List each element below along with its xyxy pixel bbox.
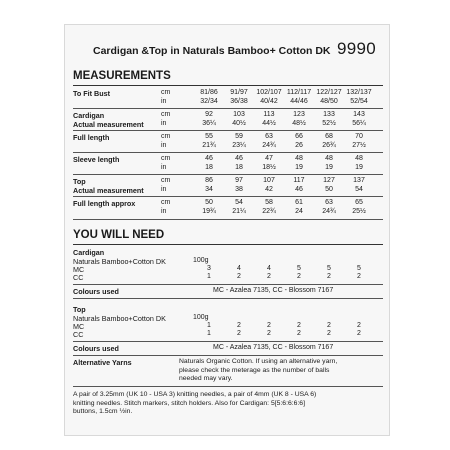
cell: 58 xyxy=(265,199,273,206)
cell: 42 xyxy=(265,186,273,193)
row-divider xyxy=(73,355,383,356)
cell: 48½ xyxy=(292,120,306,127)
cardigan-label: Cardigan xyxy=(73,111,105,120)
cell: 2 xyxy=(267,322,271,329)
cell: 2 xyxy=(357,322,361,329)
cell: 2 xyxy=(267,330,271,337)
cell: 26 xyxy=(295,142,303,149)
cell: 48 xyxy=(355,155,363,162)
cell: 143 xyxy=(353,111,365,118)
top-yarn-weight: 100g xyxy=(193,314,209,321)
row-divider xyxy=(73,152,383,153)
cell: 2 xyxy=(297,273,301,280)
row-divider xyxy=(73,174,383,175)
cell: 132/137 xyxy=(346,89,372,96)
needles-line: A pair of 3.25mm (UK 10 - USA 3) knitting needles, a pair of 4mm (UK 8 - USA 6) xyxy=(73,391,317,398)
cell: 24¾ xyxy=(322,208,336,215)
cell: 24¾ xyxy=(262,142,276,149)
cell: 3 xyxy=(207,265,211,272)
cell: 52½ xyxy=(322,120,336,127)
cell: 2 xyxy=(357,273,361,280)
cell: 2 xyxy=(327,273,331,280)
cell: 123 xyxy=(293,111,305,118)
cell: 61 xyxy=(295,199,303,206)
cell: 19¾ xyxy=(202,208,216,215)
cell: 26¾ xyxy=(322,142,336,149)
cell: 2 xyxy=(297,330,301,337)
cell: 2 xyxy=(297,322,301,329)
cell: 38 xyxy=(235,186,243,193)
cell: 63 xyxy=(325,199,333,206)
cell: 48 xyxy=(325,155,333,162)
unit-in: in xyxy=(161,164,167,171)
row-divider xyxy=(73,130,383,131)
cell: 44½ xyxy=(262,120,276,127)
measurements-heading: MEASUREMENTS xyxy=(73,70,171,82)
top-yarn-heading: Top xyxy=(73,305,86,314)
unit-cm: cm xyxy=(161,199,171,206)
cell: 137 xyxy=(353,177,365,184)
cell: 54 xyxy=(355,186,363,193)
cell: 117 xyxy=(293,177,305,184)
cell: 5 xyxy=(297,265,301,272)
cell: 2 xyxy=(237,330,241,337)
cell: 48 xyxy=(295,155,303,162)
cell: 63 xyxy=(265,133,273,140)
unit-in: in xyxy=(161,142,167,149)
cell: 23¼ xyxy=(232,142,246,149)
needles-text xyxy=(73,391,385,417)
cell: 21¼ xyxy=(232,208,246,215)
cardigan-cc-label: CC xyxy=(73,273,84,282)
cell: 40/42 xyxy=(260,98,278,105)
cell: 5 xyxy=(357,265,361,272)
cell: 2 xyxy=(237,273,241,280)
row-divider xyxy=(73,108,383,109)
unit-cm: cm xyxy=(161,177,171,184)
cell: 46 xyxy=(295,186,303,193)
pattern-number: 9990 xyxy=(336,39,377,58)
unit-in: in xyxy=(161,98,167,105)
cell: 48/50 xyxy=(320,98,338,105)
full-length-label: Full length xyxy=(73,133,110,142)
alternative-line: please check the meterage as the number of balls xyxy=(179,366,330,374)
cardigan-colours-value: MC - Azalea 7135, CC - Blossom 7167 xyxy=(213,287,334,294)
cell: 127 xyxy=(323,177,335,184)
cell: 32/34 xyxy=(200,98,218,105)
cell: 68 xyxy=(325,133,333,140)
unit-cm: cm xyxy=(161,111,171,118)
cell: 2 xyxy=(327,330,331,337)
cell: 59 xyxy=(235,133,243,140)
top-colours-label: Colours used xyxy=(73,344,119,353)
cell: 19 xyxy=(325,164,333,171)
unit-cm: cm xyxy=(161,155,171,162)
needles-line: buttons, 1.5cm ½in. xyxy=(73,408,133,416)
cell: 36/38 xyxy=(230,98,248,105)
cell: 19 xyxy=(355,164,363,171)
alternative-line: Naturals Organic Cotton. If using an alternative yarn, xyxy=(179,358,338,365)
cardigan-mc-label: MC xyxy=(73,265,85,274)
cell: 91/97 xyxy=(230,89,248,96)
you-will-need-rule xyxy=(73,244,383,245)
cell: 40½ xyxy=(232,120,246,127)
cell: 36¼ xyxy=(202,120,216,127)
cell: 66 xyxy=(295,133,303,140)
you-will-need-heading: YOU WILL NEED xyxy=(73,229,165,241)
unit-cm: cm xyxy=(161,89,171,96)
cell: 54 xyxy=(235,199,243,206)
cardigan-yarn-heading: Cardigan xyxy=(73,248,105,257)
cell: 55 xyxy=(205,133,213,140)
cell: 2 xyxy=(267,273,271,280)
cardigan-yarn-name: Naturals Bamboo+Cotton DK xyxy=(73,257,166,266)
full-length-approx-label: Full length approx xyxy=(73,199,136,208)
cell: 107 xyxy=(263,177,275,184)
cell: 56¼ xyxy=(352,120,366,127)
top-cc-label: CC xyxy=(73,330,84,339)
top-mc-label: MC xyxy=(73,322,85,331)
row-divider xyxy=(73,341,383,342)
unit-in: in xyxy=(161,186,167,193)
cell: 44/46 xyxy=(290,98,308,105)
cell: 27½ xyxy=(352,142,366,149)
top-label: Top xyxy=(73,177,86,186)
cell: 102/107 xyxy=(256,89,282,96)
cell: 24 xyxy=(295,208,303,215)
cell: 2 xyxy=(327,322,331,329)
cell: 4 xyxy=(267,265,271,272)
row-divider xyxy=(73,298,383,299)
cell: 46 xyxy=(205,155,213,162)
pattern-title-text: Cardigan &Top in Naturals Bamboo+ Cotton DK xyxy=(93,45,331,57)
row-divider xyxy=(73,219,383,220)
cell: 47 xyxy=(265,155,273,162)
row-divider xyxy=(73,284,383,285)
cell: 2 xyxy=(357,330,361,337)
alternative-yarns-text xyxy=(179,358,385,384)
needles-line: knitting needles. Stitch markers, stitch holders. Also for Cardigan: 5[5:6:6:6:6] xyxy=(73,399,305,407)
row-divider xyxy=(73,196,383,197)
cell: 52/54 xyxy=(350,98,368,105)
unit-in: in xyxy=(161,208,167,215)
cell: 122/127 xyxy=(316,89,342,96)
cell: 5 xyxy=(327,265,331,272)
cell: 1 xyxy=(207,273,211,280)
to-fit-bust-label: To Fit Bust xyxy=(73,89,110,98)
cell: 113 xyxy=(263,111,275,118)
alternative-yarns-label: Alternative Yarns xyxy=(73,358,132,367)
cell: 103 xyxy=(233,111,245,118)
cell: 19 xyxy=(295,164,303,171)
cell: 4 xyxy=(237,265,241,272)
cardigan-yarn-weight: 100g xyxy=(193,257,209,264)
cell: 50 xyxy=(205,199,213,206)
cell: 18½ xyxy=(262,164,276,171)
cell: 50 xyxy=(325,186,333,193)
sleeve-length-label: Sleeve length xyxy=(73,155,120,164)
pattern-title xyxy=(93,39,385,59)
unit-in: in xyxy=(161,120,167,127)
cell: 86 xyxy=(205,177,213,184)
cell: 25½ xyxy=(352,208,366,215)
cell: 133 xyxy=(323,111,335,118)
cell: 34 xyxy=(205,186,213,193)
top-colours-value: MC - Azalea 7135, CC - Blossom 7167 xyxy=(213,344,334,351)
alternative-line: needed may vary. xyxy=(179,375,233,383)
cardigan-actual-label: Actual measurement xyxy=(73,120,144,129)
cardigan-colours-label: Colours used xyxy=(73,287,119,296)
top-yarn-name: Naturals Bamboo+Cotton DK xyxy=(73,314,166,323)
cell: 92 xyxy=(205,111,213,118)
cell: 112/117 xyxy=(286,89,312,96)
unit-cm: cm xyxy=(161,133,171,140)
cell: 46 xyxy=(235,155,243,162)
top-actual-label: Actual measurement xyxy=(73,186,144,195)
cell: 97 xyxy=(235,177,243,184)
cell: 18 xyxy=(235,164,243,171)
cell: 1 xyxy=(207,330,211,337)
measurements-rule xyxy=(73,85,383,86)
cell: 22¾ xyxy=(262,208,276,215)
cell: 18 xyxy=(205,164,213,171)
row-divider xyxy=(73,386,383,387)
pattern-page xyxy=(64,24,390,436)
cell: 70 xyxy=(355,133,363,140)
cell: 65 xyxy=(355,199,363,206)
cell: 21¾ xyxy=(202,142,216,149)
cell: 1 xyxy=(207,322,211,329)
cell: 2 xyxy=(237,322,241,329)
cell: 81/86 xyxy=(200,89,218,96)
